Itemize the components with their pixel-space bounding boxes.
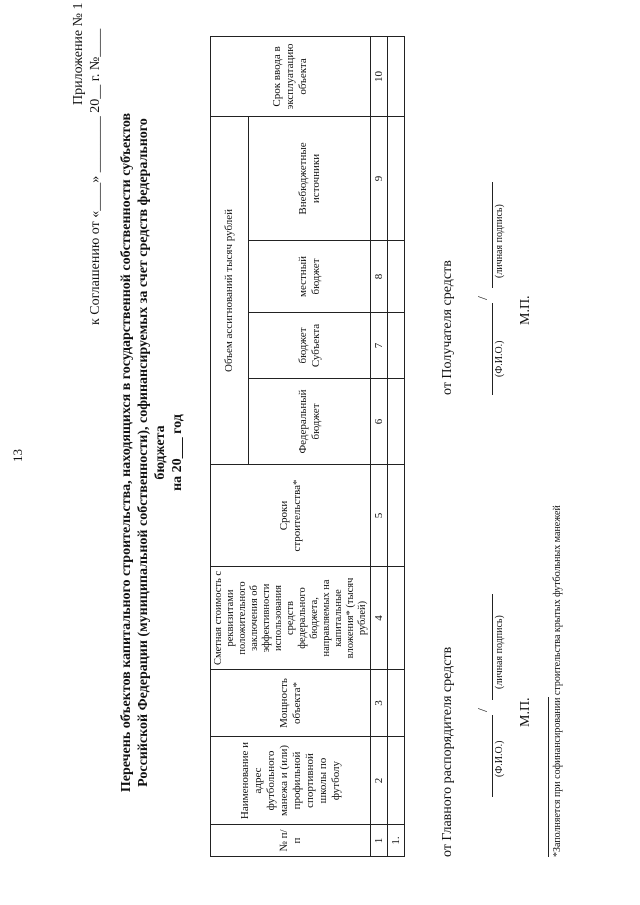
table-cell [388, 116, 405, 240]
footnote: *Заполняется при софинансировании строительства крытых футбольных манежей [552, 505, 563, 857]
fio-caption-right: (Ф.И.О.) [494, 340, 505, 377]
stamp-right: М.П. [518, 295, 533, 325]
header-estimated-cost: Сметная стоимость с реквизитами положительного заключения об эффективности использования средств федерального бюджета, направляемых на капитальные вложения* (тысяч рублей) [211, 567, 371, 670]
table-cell [388, 670, 405, 737]
signature-caption-right: (личная подпись) [494, 204, 505, 278]
header-capacity: Мощность объекта* [211, 670, 371, 737]
table-cell [388, 465, 405, 567]
row-number: 1. [388, 825, 405, 857]
fio-caption-left: (Ф.И.О.) [494, 740, 505, 777]
header-extrabudgetary: Внебюджетные источники [249, 116, 371, 240]
header-name-address: Наименование и адрес футбольного манежа и (или) профильной спортивной школы по футболу [211, 737, 371, 825]
table-cell [388, 737, 405, 825]
header-local-budget: местный бюджет [249, 241, 371, 313]
table-cell [388, 241, 405, 313]
annex-agreement: к Соглашению от «____» ________ 20__ г. №____ [88, 28, 103, 325]
stamp-left: М.П. [518, 697, 533, 727]
column-number: 9 [371, 116, 388, 240]
column-number: 8 [371, 241, 388, 313]
table-cell [388, 36, 405, 116]
header-number: № п/п [211, 825, 371, 857]
footnote-separator [548, 697, 549, 857]
signature-caption-left: (личная подпись) [494, 615, 505, 689]
table-cell [388, 313, 405, 379]
document-title-line3: бюджета [153, 425, 168, 480]
annex-number: Приложение № 1 [71, 2, 86, 105]
slash-left: / [476, 708, 491, 712]
fio-line-right [492, 303, 493, 395]
page-number: 13 [10, 449, 25, 462]
header-construction-terms: Сроки строительства* [211, 465, 371, 567]
slash-right: / [476, 296, 491, 300]
document-title-line2: Российской Федерации (муниципальной собственности), софинансируемых за счет средств федерального [136, 118, 151, 787]
signature-line-left [492, 594, 493, 700]
table-cell [388, 379, 405, 465]
fio-line-left [492, 715, 493, 797]
document-title-line1: Перечень объектов капитального строительства, находящихся в государственной собственности субъектов [119, 112, 134, 793]
sign-right-title: от Получателя средств [440, 260, 455, 395]
header-appropriations: Объем ассигнований тысяч рублей [211, 116, 249, 464]
column-number: 4 [371, 567, 388, 670]
objects-table [210, 36, 405, 857]
header-subject-budget: бюджет Субъекта [249, 313, 371, 379]
signature-line-right [492, 182, 493, 288]
column-number: 2 [371, 737, 388, 825]
header-commissioning-date: Срок ввода в эксплуатацию объекта [211, 36, 371, 116]
column-number: 3 [371, 670, 388, 737]
column-number: 6 [371, 379, 388, 465]
column-number: 7 [371, 313, 388, 379]
table-cell [388, 567, 405, 670]
column-number: 5 [371, 465, 388, 567]
column-number: 10 [371, 36, 388, 116]
sign-left-title: от Главного распорядителя средств [440, 646, 455, 857]
header-federal-budget: Федеральный бюджет [249, 379, 371, 465]
column-number: 1 [371, 825, 388, 857]
document-title-line4: на 20___ год [170, 414, 185, 491]
